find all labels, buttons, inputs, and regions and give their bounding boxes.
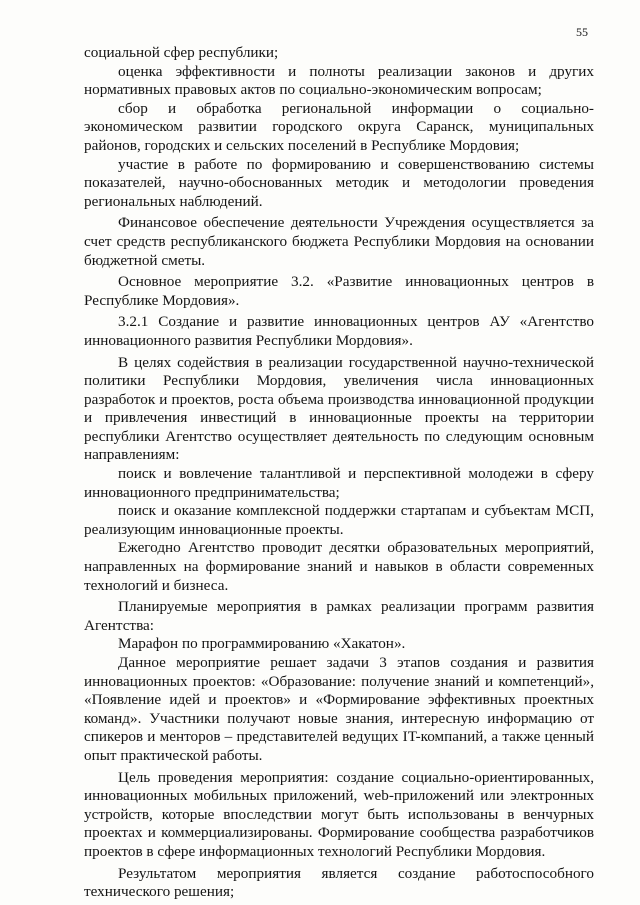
paragraph: Марафон по программированию «Хакатон». [118,635,406,653]
page-number: 55 [576,25,588,39]
paragraph: социальной сфер республики; [84,44,279,61]
paragraph: 3.2.1 Создание и развитие инновационных центров АУ «Агентство инновационного развития Республики Мордовия». [84,313,594,349]
paragraph: участие в работе по формированию и совершенствованию системы показателей, научно-обоснованных методик и методологии проведения региональных наблюдений. [84,155,594,210]
paragraph: оценка эффективности и полноты реализации законов и других нормативных правовых актов по социально-экономическим вопросам; [84,62,594,99]
paragraph: поиск и оказание комплексной поддержки стартапам и субъектам МСП, реализующим инновационные проекты. [84,502,594,538]
paragraph: Основное мероприятие 3.2. «Развитие инновационных центров в Республике Мордовия». [84,273,594,309]
paragraph: Цель проведения мероприятия: создание социально-ориентированных, инновационных мобильных приложений, web-приложений или электронных устройств, которые впоследствии могут быть использованы в венчурных проектах и коммерциализированы. Формирование сообщества разработчиков проектов в сфере информационных технологий Республики Мордовия. [84,768,594,860]
paragraph: Данное мероприятие решает задачи 3 этапов создания и развития инновационных проектов: «Образование: получение знаний и компетенций», «Появление идей и проектов» и «Формирование эффективных проектных команд». Участники получают новые знания, интересную информацию от спикеров и менторов – представителей ведущих IT-компаний, а также ценный опыт практической работы. [84,654,594,764]
paragraph: Результатом мероприятия является создание работоспособного технического решения; [84,864,594,901]
paragraph: В целях содействия в реализации государственной научно-технической политики Республики Мордовия, увеличения числа инновационных разработок и проектов, роста объема производства инновационной продукции и привлечения инвестиций в инновационные проекты на территории республики Агентство осуществляет деятельность по следующим основным направлениям: [84,353,594,464]
paragraph: сбор и обработка региональной информации о социально-экономическом развитии городского округа Саранск, муниципальных районов, городских и сельских поселений в Республике Мордовия; [84,99,594,154]
paragraph: Планируемые мероприятия в рамках реализации программ развития Агентства: [84,598,594,634]
paragraph: поиск и вовлечение талантливой и перспективной молодежи в сферу инновационного предпринимательства; [84,465,594,501]
paragraph: Ежегодно Агентство проводит десятки образовательных мероприятий, направленных на формирование знаний и навыков в области современных технологий и бизнеса. [84,539,594,594]
paragraph: Финансовое обеспечение деятельности Учреждения осуществляется за счет средств республиканского бюджета Республики Мордовия на основании бюджетной сметы. [84,214,594,269]
document-body [84,44,594,902]
